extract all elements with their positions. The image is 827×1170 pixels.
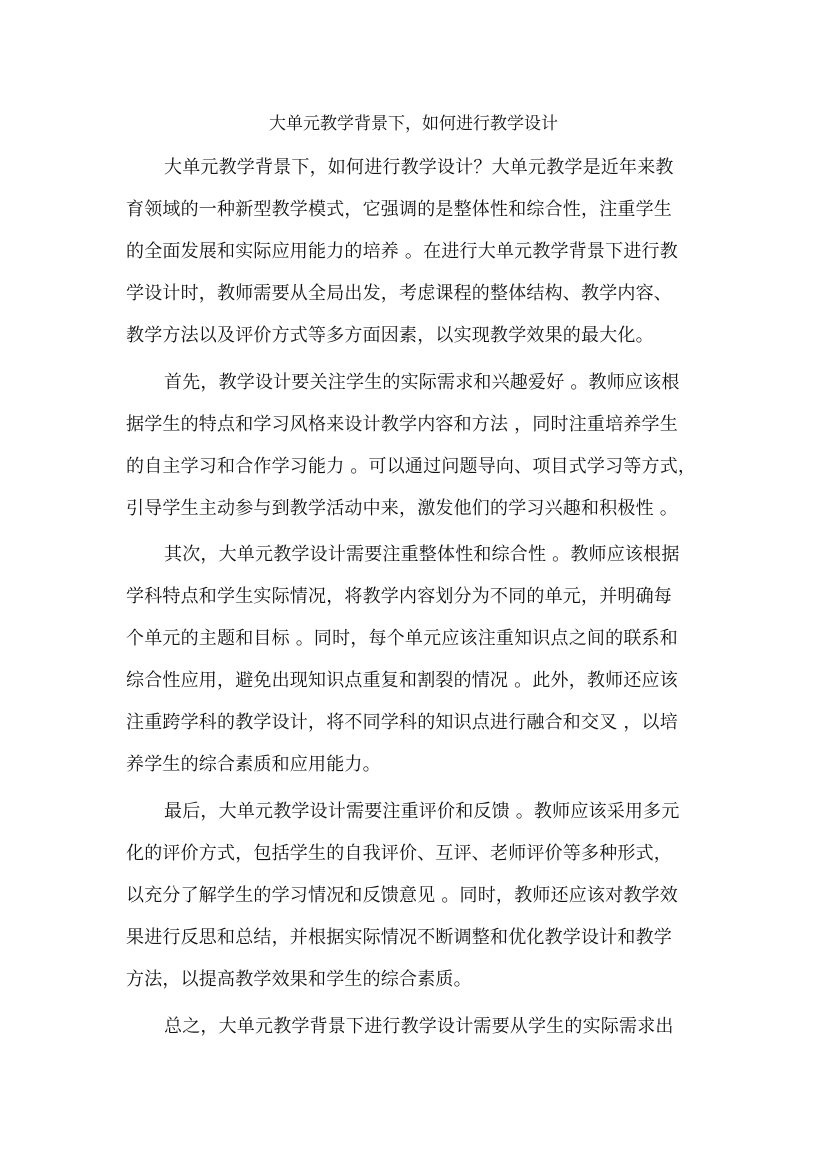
paragraph-line: 学科特点和学生实际情况，将教学内容划分为不同的单元，并明确每 (126, 586, 672, 607)
paragraph-line: 其次，大单元教学设计需要注重整体性和综合性 。教师应该根据 (164, 544, 680, 565)
paragraph-line: 果进行反思和总结，并根据实际情况不断调整和优化教学设计和教学 (126, 927, 672, 948)
paragraph-line: 学设计时，教师需要从全局出发，考虑课程的整体结构、教学内容、 (126, 283, 672, 304)
paragraph-line: 育领域的一种新型教学模式，它强调的是整体性和综合性，注重学生 (126, 199, 672, 220)
paragraph-line: 教学方法以及评价方式等多方面因素，以实现教学效果的最大化。 (126, 325, 654, 346)
paragraph-line: 的自主学习和合作学习能力 。可以通过问题导向、项目式学习等方式， (126, 456, 697, 477)
paragraph-line: 最后，大单元教学设计需要注重评价和反馈 。教师应该采用多元 (164, 801, 680, 822)
paragraph-line: 大单元教学背景下，如何进行教学设计？大单元教学是近年来教 (164, 157, 674, 178)
paragraph-line: 综合性应用，避免出现知识点重复和割裂的情况 。此外，教师还应该 (126, 670, 678, 691)
paragraph-line: 化的评价方式，包括学生的自我评价、互评、老师评价等多种形式， (126, 843, 672, 864)
paragraph-line: 的全面发展和实际应用能力的培养 。在进行大单元教学背景下进行教 (126, 241, 678, 262)
paragraph-line: 首先，教学设计要关注学生的实际需求和兴趣爱好 。教师应该根 (164, 372, 680, 393)
paragraph-line: 以充分了解学生的学习情况和反馈意见 。同时，教师还应该对教学效 (126, 885, 678, 906)
paragraph-line: 养学生的综合素质和应用能力。 (126, 754, 381, 775)
paragraph-line: 总之，大单元教学背景下进行教学设计需要从学生的实际需求出 (164, 1016, 674, 1037)
paragraph-line: 据学生的特点和学习风格来设计教学内容和方法 ，同时注重培养学生 (126, 414, 678, 435)
document-title: 大单元教学背景下，如何进行教学设计 (269, 114, 558, 134)
paragraph-line: 方法，以提高教学效果和学生的综合素质。 (126, 969, 472, 990)
paragraph-line: 注重跨学科的教学设计，将不同学科的知识点进行融合和交叉 ，以培 (126, 712, 678, 733)
paragraph-line: 引导学生主动参与到教学活动中来，激发他们的学习兴趣和积极性 。 (126, 498, 678, 519)
paragraph-line: 个单元的主题和目标 。同时，每个单元应该注重知识点之间的联系和 (126, 628, 678, 649)
